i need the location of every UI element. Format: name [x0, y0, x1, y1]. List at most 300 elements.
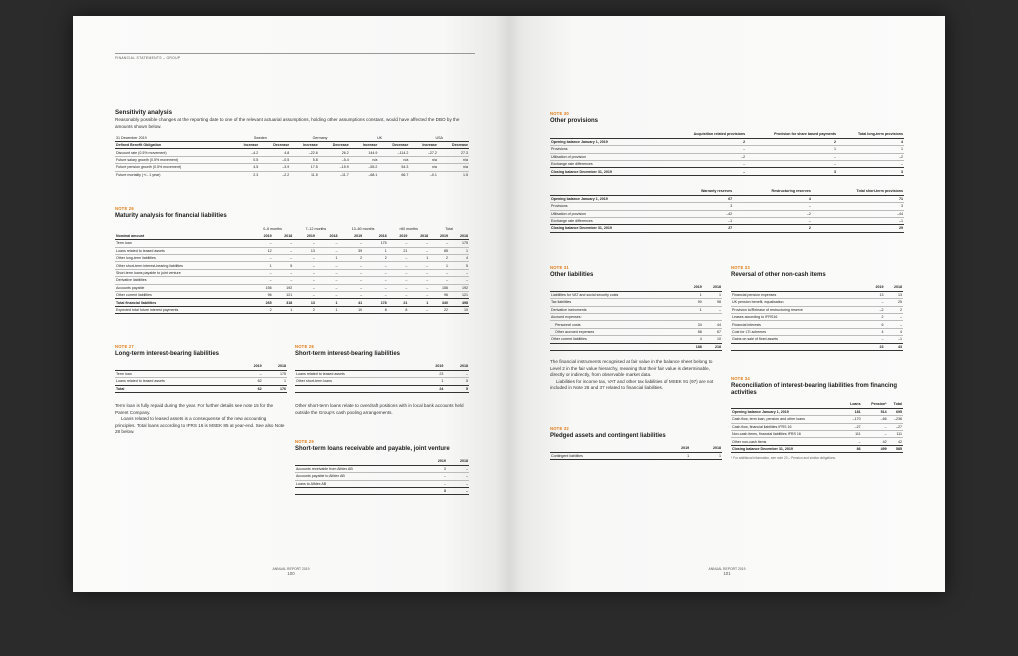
cell: 27.3: [461, 150, 468, 155]
row-label: Discount rate (0.5% movement): [116, 150, 167, 155]
cell: –: [388, 255, 409, 262]
cell: –: [426, 241, 429, 246]
cell: 1: [449, 247, 469, 254]
note-title: Pledged assets and contingent liabilities: [550, 433, 666, 439]
total-row: [550, 343, 722, 350]
table-row: [731, 299, 903, 306]
cell: 1: [408, 255, 429, 262]
cell: 27: [670, 225, 733, 232]
cell: –3.9: [259, 164, 290, 171]
year-header: 2019: [420, 363, 445, 370]
pledged-rows: [550, 452, 722, 459]
row-label: Other current liabilities: [115, 292, 252, 299]
table-row: [550, 321, 722, 328]
year-header: 2018: [444, 363, 469, 370]
note-30: [550, 111, 904, 233]
provisions-rows-short: [550, 195, 904, 232]
non-cash-rows: [731, 291, 903, 343]
note-label: NOTE 27: [115, 344, 134, 349]
cell: 4: [866, 328, 885, 335]
cell: –: [293, 255, 316, 262]
cell: [683, 314, 702, 321]
left-page: [73, 16, 509, 592]
cell: 2: [293, 306, 316, 313]
cell: 1: [690, 452, 722, 459]
cell: n/a: [409, 156, 438, 163]
table-row: [731, 314, 903, 321]
cell: n/a: [438, 156, 469, 163]
row-label: Liabilities for VAT and social security costs: [551, 293, 619, 298]
row-label: Exchange rate differences: [550, 217, 670, 224]
note-title: Long-term interest-bearing liabilities: [115, 351, 220, 357]
cell: –: [670, 161, 746, 168]
note-32: [550, 426, 722, 460]
cell: 144.9: [368, 150, 378, 155]
row-label: Opening balance January 1, 2019: [551, 140, 608, 145]
cell: –15.9: [319, 164, 350, 171]
col-header: Total short-term provisions: [812, 188, 904, 195]
cell: 318: [273, 299, 294, 306]
cell: –2.2: [259, 171, 290, 178]
table-row: [550, 336, 722, 343]
cell: –: [338, 292, 363, 299]
cell: 585: [888, 445, 903, 452]
row-label: UK pension benefit, equalisation: [731, 299, 866, 306]
note-text: Liabilities for income tax, VAT and other tax liabilities of MSEK 91 (97) are not included in Note 26 and 37 related to financial liabilities.: [550, 378, 714, 391]
cell: –: [360, 241, 363, 246]
year-header: 2018: [316, 232, 339, 239]
year-header: 2019: [338, 232, 363, 239]
table-row: [115, 171, 469, 178]
short-term-table: [295, 363, 469, 393]
cell: 121: [273, 292, 294, 299]
note-label: NOTE 29: [295, 439, 314, 444]
cell: 3: [812, 203, 904, 210]
reconciliation-table: [731, 401, 903, 453]
cell: –42: [670, 210, 733, 217]
cell: –: [446, 241, 449, 246]
cell: 12: [252, 247, 273, 254]
cell: –: [338, 277, 363, 284]
row-label: Derivative instruments: [550, 306, 683, 313]
cell: 54.3: [378, 164, 409, 171]
row-label: Financial pension expenses: [732, 293, 777, 298]
row-label: Utilisation of provision: [550, 210, 670, 217]
cell: –55.2: [350, 164, 379, 171]
col-header: Decrease: [378, 142, 409, 149]
row-label: Other non-cash items: [731, 438, 843, 445]
row-label: Utilisation of provision: [550, 153, 670, 160]
row-label: Future pension growth (0.5% movement): [115, 164, 231, 171]
row-label: Cash flow, term loan, pension and other loans: [731, 416, 843, 423]
cell: –: [293, 277, 316, 284]
year-header: 2018: [363, 232, 388, 239]
cell: –: [746, 153, 837, 160]
table-row: [550, 314, 722, 321]
cell: –: [273, 247, 294, 254]
document-spread: [73, 16, 945, 592]
other-liabilities-table: [550, 284, 722, 351]
col-header: Total: [888, 401, 903, 408]
col-header: Increase: [350, 142, 379, 149]
cell: 41: [338, 299, 363, 306]
cell: 2: [429, 255, 449, 262]
cell: 26.2: [341, 150, 349, 155]
cell: 1: [316, 255, 339, 262]
cell: –: [408, 292, 429, 299]
table-row: [115, 247, 469, 254]
cell: 67: [728, 196, 733, 201]
note-title: Maturity analysis for financial liabilities: [115, 213, 227, 219]
cell: –: [733, 203, 812, 210]
cell: –: [429, 277, 449, 284]
table-row: [550, 138, 904, 145]
row-label: Accounts receivable from Alfdex AB: [296, 467, 353, 472]
cell: –0.1: [409, 171, 438, 178]
cell: 4: [884, 328, 903, 335]
cell: 265: [252, 299, 273, 306]
cell: –: [405, 241, 408, 246]
table-row: [550, 168, 904, 175]
row-label: Future mortality (+/– 1 year): [115, 171, 231, 178]
cell: –27: [888, 423, 903, 430]
provisions-rows-long: [550, 138, 904, 175]
cell: –: [312, 241, 315, 246]
row-label: Accrued expenses:: [550, 314, 683, 321]
cell: –: [408, 269, 429, 276]
cell: –: [862, 423, 888, 430]
cell: –: [388, 284, 409, 291]
row-label: Opening balance January 1, 2019: [732, 410, 789, 415]
cell: 156: [429, 284, 449, 291]
col-header: Provision for share based payments: [746, 131, 837, 138]
cell: 10: [703, 336, 722, 343]
cell: –: [273, 277, 294, 284]
group-header: 7–12 months: [305, 226, 327, 231]
country-header: Sweden: [231, 134, 291, 141]
row-label: Provisions: [550, 146, 670, 153]
cell: 5: [449, 262, 469, 269]
table-row: [115, 269, 469, 276]
table-row: [731, 291, 903, 298]
cell: –: [746, 161, 837, 168]
footnote: * For additional information, see note 23 – Pension and similar obligations.: [731, 456, 836, 461]
cell: –: [363, 292, 388, 299]
row-label: Provisions: [550, 203, 670, 210]
footer-title: ANNUAL REPORT 2019: [272, 567, 310, 571]
cell: –: [363, 284, 388, 291]
total-row: [295, 488, 469, 495]
table-row: [731, 336, 903, 343]
cell: –22.6: [308, 150, 318, 155]
cell: 1: [420, 378, 445, 385]
cell: 4: [449, 255, 469, 262]
cell: 340: [429, 299, 449, 306]
cell: 25: [884, 299, 903, 306]
cell: –2: [670, 153, 746, 160]
note-title: Short-term interest-bearing liabilities: [295, 351, 401, 357]
sub-header-label: Defined Benefit Obligation: [115, 142, 231, 149]
row-label: Tax liabilities: [550, 299, 683, 306]
cell: 22: [429, 306, 449, 313]
row-label: Loans to Alfdex AB: [295, 480, 425, 487]
cell: 44: [703, 321, 722, 328]
note-26: [115, 206, 469, 314]
cell: 23: [866, 343, 885, 350]
table-row: [550, 452, 722, 459]
row-label: Gains on sale of fixed assets: [731, 336, 866, 343]
cell: –: [316, 284, 339, 291]
table-row: [550, 146, 904, 153]
cell: –170: [843, 416, 862, 423]
col-header: Increase: [231, 142, 260, 149]
cell: –: [447, 473, 469, 480]
table-row: [115, 277, 469, 284]
cell: –: [316, 277, 339, 284]
cell: –: [335, 241, 338, 246]
cell: –1: [884, 336, 903, 343]
note-27: [115, 344, 285, 436]
row-label: Loans related to leased assets: [115, 378, 238, 385]
cell: 4.5: [231, 164, 260, 171]
col-header: Increase: [409, 142, 438, 149]
cell: –: [408, 262, 429, 269]
cell: –: [388, 292, 409, 299]
note-title: Short-term loans receivable and payable, joint venture: [295, 446, 450, 452]
table-row: [550, 225, 904, 232]
cell: 2: [834, 140, 837, 145]
year-header: 2018: [449, 232, 469, 239]
note-34: [731, 376, 903, 460]
cell: –: [273, 269, 294, 276]
cell: 192: [273, 284, 294, 291]
year-header: 2019: [866, 284, 885, 291]
cell: 4.8: [284, 150, 290, 155]
cell: 2: [743, 140, 746, 145]
year-header: 2019: [425, 458, 447, 465]
table-row: [731, 408, 903, 415]
col-header: Decrease: [259, 142, 290, 149]
row-label: Closing balance December 31, 2019: [731, 445, 843, 452]
non-cash-table: [731, 284, 903, 351]
cell: –: [733, 217, 812, 224]
cell: 6: [866, 321, 885, 328]
row-label: Term loan: [116, 241, 132, 246]
table-row: [731, 445, 903, 452]
row-label: Provision to/Release of restructuring reserve: [731, 306, 866, 313]
cell: 1: [429, 262, 449, 269]
table-row: [731, 416, 903, 423]
table-row: [115, 378, 287, 385]
row-label: Future salary growth (0.5% movement): [115, 156, 231, 163]
section-title: Sensitivity analysis: [115, 109, 173, 116]
cell: 2: [338, 255, 363, 262]
cell: 2: [252, 306, 273, 313]
year-header: 2019: [683, 284, 702, 291]
cell: 4: [808, 196, 811, 201]
year-header: 2018: [690, 445, 722, 452]
col-header: Total long-term provisions: [837, 131, 904, 138]
note-31: [550, 265, 722, 392]
row-label: Loans related to leased assets: [115, 247, 252, 254]
cell: –114.2: [397, 150, 409, 155]
cell: –: [466, 372, 468, 377]
cell: –44: [812, 210, 904, 217]
cell: 121: [449, 292, 469, 299]
row-label: Derivative liabilities: [115, 277, 252, 284]
table-row: [295, 378, 469, 385]
cell: –66: [862, 416, 888, 423]
group-header: Total: [445, 226, 453, 231]
cell: 10: [338, 306, 363, 313]
cell: n/a: [438, 164, 469, 171]
cell: 98: [703, 299, 722, 306]
table-row: [550, 161, 904, 168]
cell: –: [408, 247, 429, 254]
jv-table: [295, 458, 469, 495]
cell: –5.4: [319, 156, 350, 163]
cell: –: [293, 284, 316, 291]
provisions-table-long: [550, 131, 904, 176]
cell: 58: [683, 328, 702, 335]
cell: –27.2: [427, 150, 437, 155]
note-title: Other provisions: [550, 118, 599, 124]
total-row: [731, 343, 903, 350]
cell: –: [290, 241, 293, 246]
note-text: Other short-term loans relate to overdraft positions with in local bank accounts held outside the Group's cash pooling arrangements.: [295, 403, 464, 415]
country-header: UK: [350, 134, 410, 141]
cell: 1: [719, 293, 721, 298]
cell: –: [293, 292, 316, 299]
cell: 2.3: [231, 171, 260, 178]
cell: 13: [293, 247, 316, 254]
cell: 23: [439, 372, 444, 377]
cell: 178: [363, 299, 388, 306]
cell: 67: [703, 328, 722, 335]
row-label: Cash flow, financial liabilities IFRS 16: [731, 423, 843, 430]
table-row: [731, 321, 903, 328]
cell: –2: [866, 306, 885, 313]
table-row: [295, 465, 469, 472]
total-row: [115, 385, 287, 392]
cell: 2: [866, 314, 885, 321]
row-label: Closing balance December 31, 2019: [550, 225, 670, 232]
cell: 96: [429, 292, 449, 299]
note-title: Reversal of other non-cash items: [731, 272, 826, 278]
row-label: Term loan: [116, 372, 132, 377]
note-title: Reconciliation of interest-bearing liabilities from financing activities: [731, 383, 898, 396]
sensitivity-section: [115, 109, 469, 179]
col-header: Warranty reserves: [670, 188, 733, 195]
page-footer: [263, 567, 319, 576]
cell: 1: [837, 146, 904, 153]
cell: 17.5: [290, 164, 319, 171]
note-label: NOTE 32: [550, 426, 569, 431]
cell: 1: [263, 378, 287, 385]
cell: 175: [380, 241, 387, 246]
cell: 13: [293, 299, 316, 306]
cell: –2: [733, 210, 812, 217]
table-row: [115, 149, 469, 156]
cell: 3: [670, 203, 733, 210]
reconciliation-rows: [731, 408, 903, 452]
cell: 96: [252, 292, 273, 299]
cell: n/a: [378, 156, 409, 163]
cell: 2: [884, 306, 903, 313]
cell: –: [316, 269, 339, 276]
row-label: Accounts payable to Alfdex AB: [295, 473, 425, 480]
cell: 86: [843, 445, 862, 452]
cell: 21: [388, 299, 409, 306]
cell: –: [338, 269, 363, 276]
note-label: NOTE 26: [115, 206, 134, 211]
row-label: Financial interests: [731, 321, 866, 328]
cell: 1: [683, 306, 702, 313]
cell: 156: [252, 284, 273, 291]
row-label: Other short-term interest-bearing liabilities: [115, 262, 252, 269]
cell: –: [862, 431, 888, 438]
cell: 39: [338, 247, 363, 254]
table-row: [115, 164, 469, 171]
cell: –: [316, 292, 339, 299]
cell: 62: [238, 385, 262, 392]
cell: 175: [280, 372, 286, 377]
cell: 1: [746, 146, 837, 153]
table-row: [731, 438, 903, 445]
cell: –: [408, 277, 429, 284]
sensitivity-rows: [115, 149, 469, 179]
cell: 29: [812, 225, 904, 232]
table-row: [550, 217, 904, 224]
row-label: Loans related to leased assets: [296, 372, 345, 377]
cell: –27: [843, 423, 862, 430]
year-header: 2018: [263, 363, 287, 370]
cell: 218: [703, 343, 722, 350]
table-row: [295, 473, 469, 480]
year-header: 2018: [703, 284, 722, 291]
cell: 176: [263, 385, 287, 392]
cell: –: [670, 146, 746, 153]
group-header: 0–6 months: [263, 226, 282, 231]
row-label: Leases according to IFRS16: [731, 314, 866, 321]
row-label: Other short-term loans: [295, 378, 420, 385]
cell: 71: [899, 196, 903, 201]
cell: –68.1: [350, 171, 379, 178]
cell: –: [338, 284, 363, 291]
section-text: Reasonably possible changes at the reporting date to one of the relevant actuarial assumptions, holding other assumptions constant, would have affected the DBO by the amounts shown below.: [115, 117, 460, 129]
cell: 24: [420, 385, 445, 392]
cell: 5: [444, 378, 469, 385]
row-label: Other long-term liabilities: [115, 255, 252, 262]
short-term-rows: [295, 370, 469, 385]
cell: 0.5: [231, 156, 260, 163]
cell: 1: [273, 306, 294, 313]
cell: 3: [837, 168, 904, 175]
cell: –: [252, 269, 273, 276]
cell: –: [703, 306, 722, 313]
cell: 1: [252, 262, 273, 269]
table-row: [295, 480, 469, 487]
total-row: [295, 385, 469, 392]
note-text: Term loan is fully repaid during the year. For further details see note 15 for the Parent Company.: [115, 403, 274, 415]
table-row: [731, 328, 903, 335]
maturity-rows: [115, 240, 469, 299]
table-row: [115, 284, 469, 291]
row-label: Other accrued expenses: [550, 328, 683, 335]
table-row: [731, 431, 903, 438]
cell: 4: [683, 336, 702, 343]
cell: –: [388, 277, 409, 284]
